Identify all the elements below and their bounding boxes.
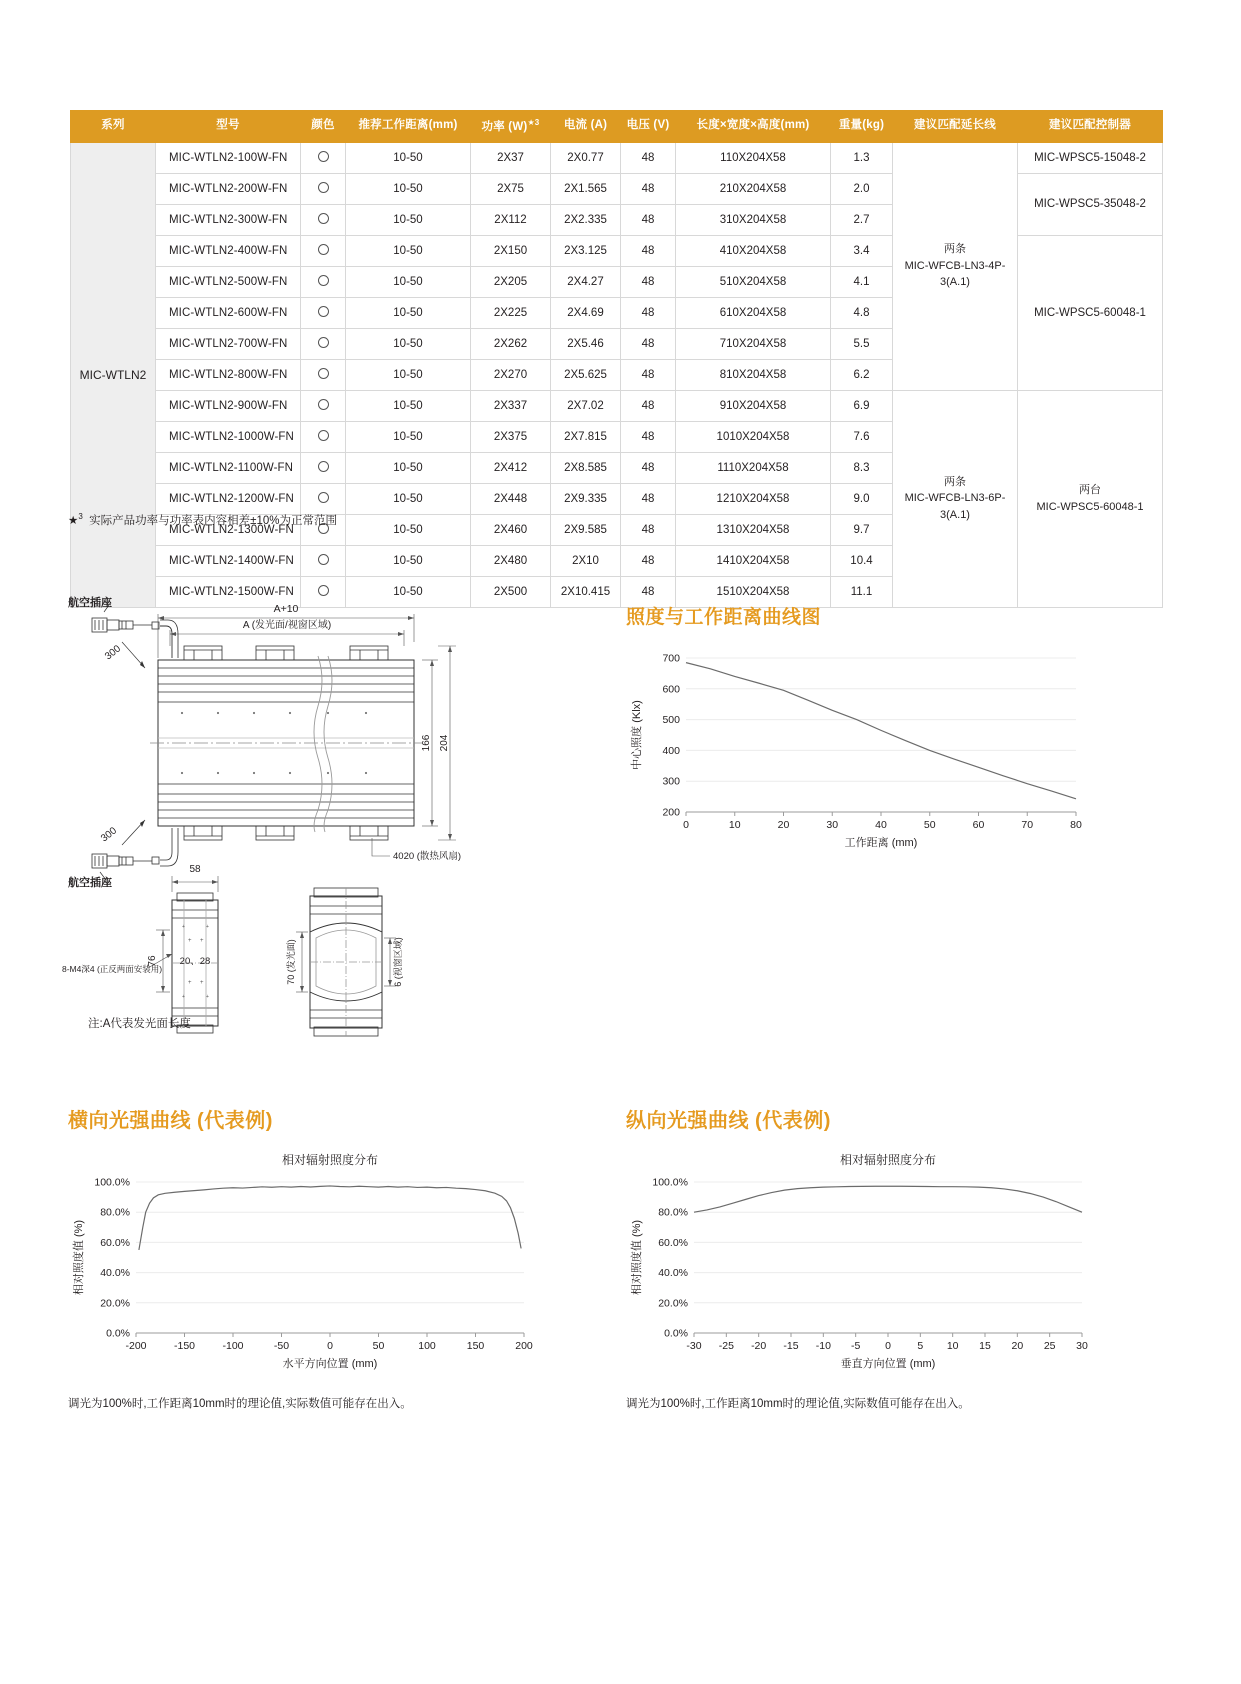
cell-dimensions: 410X204X58 (676, 235, 831, 266)
cell-dimensions: 1410X204X58 (676, 545, 831, 576)
controller-model: MIC-WPSC5-60048-1 (1036, 500, 1144, 513)
circle-outline-icon (318, 461, 329, 472)
cell-dimensions: 310X204X58 (676, 204, 831, 235)
col-header-series: 系列 (71, 111, 156, 143)
table-footnote (68, 512, 337, 528)
cell-power: 2X270 (471, 359, 551, 390)
cell-weight: 7.6 (831, 421, 893, 452)
svg-text:0.0%: 0.0% (664, 1327, 688, 1340)
circle-outline-icon (318, 337, 329, 348)
spec-table-body (71, 142, 1163, 607)
svg-text:-10: -10 (815, 1340, 831, 1352)
cell-distance: 10-50 (346, 390, 471, 421)
cell-power: 2X75 (471, 173, 551, 204)
svg-text:0.0%: 0.0% (106, 1327, 130, 1340)
cell-power: 2X375 (471, 421, 551, 452)
svg-text:+: + (188, 938, 192, 944)
cell-model: MIC-WTLN2-500W-FN (156, 266, 301, 297)
cell-distance: 10-50 (346, 483, 471, 514)
svg-text:相对辐射照度分布: 相对辐射照度分布 (839, 1153, 937, 1167)
svg-text:5: 5 (917, 1340, 924, 1352)
col-header-power (471, 111, 551, 143)
cell-dimensions: 810X204X58 (676, 359, 831, 390)
cell-extension-cable-group-1 (893, 142, 1018, 390)
cell-dimensions: 610X204X58 (676, 297, 831, 328)
svg-text:0: 0 (885, 1340, 891, 1352)
svg-text:中心照度 (Klx): 中心照度 (Klx) (631, 700, 643, 770)
circle-outline-icon (318, 244, 329, 255)
svg-text:100.0%: 100.0% (652, 1176, 688, 1189)
label-aviation-connector-bottom: 航空插座 (68, 877, 112, 889)
svg-text:50: 50 (372, 1340, 385, 1352)
label-aviation-connector-top: 航空插座 (68, 597, 112, 609)
circle-outline-icon (318, 275, 329, 286)
circle-outline-icon (318, 306, 329, 317)
cell-color (301, 359, 346, 390)
svg-text:+: + (182, 994, 185, 1000)
vertical-section-title: 纵向光强曲线 (代表例) (626, 1110, 831, 1132)
svg-text:+: + (200, 980, 204, 986)
svg-text:400: 400 (662, 744, 680, 757)
cell-series: MIC-WTLN2 (71, 142, 156, 607)
cell-dimensions: 1310X204X58 (676, 514, 831, 545)
cell-model: MIC-WTLN2-700W-FN (156, 328, 301, 359)
cell-dimensions: 1510X204X58 (676, 576, 831, 607)
cell-voltage: 48 (621, 142, 676, 173)
cell-color (301, 545, 346, 576)
dim-overall-length: A+10 (273, 603, 299, 615)
spec-table-header-row (71, 111, 1163, 143)
circle-outline-icon (318, 182, 329, 193)
dim-300-bottom: 300 (99, 825, 119, 845)
svg-text:-200: -200 (125, 1340, 147, 1352)
cell-voltage: 48 (621, 483, 676, 514)
cell-color (301, 266, 346, 297)
cell-distance: 10-50 (346, 514, 471, 545)
extension-cable-model: MIC-WFCB-LN3-6P-3(A.1) (904, 492, 1006, 521)
col-header-power-sup: ★3 (527, 118, 540, 127)
svg-text:工作距离 (mm): 工作距离 (mm) (844, 837, 918, 849)
cell-color (301, 173, 346, 204)
cell-power: 2X460 (471, 514, 551, 545)
cell-distance: 10-50 (346, 421, 471, 452)
horizontal-chart-note: 调光为100%时,工作距离10mm时的理论值,实际数值可能存在出入。 (68, 1398, 412, 1410)
cell-model: MIC-WTLN2-400W-FN (156, 235, 301, 266)
circle-outline-icon (318, 151, 329, 162)
cell-model: MIC-WTLN2-1100W-FN (156, 452, 301, 483)
cell-weight: 4.8 (831, 297, 893, 328)
cell-current: 2X4.27 (551, 266, 621, 297)
cell-controller-2: MIC-WPSC5-35048-2 (1018, 173, 1163, 235)
cell-model: MIC-WTLN2-1300W-FN (156, 514, 301, 545)
cell-model: MIC-WTLN2-1500W-FN (156, 576, 301, 607)
cell-color (301, 328, 346, 359)
svg-text:30: 30 (826, 819, 839, 831)
cell-voltage: 48 (621, 545, 676, 576)
svg-text:40.0%: 40.0% (100, 1267, 130, 1280)
cell-current: 2X7.02 (551, 390, 621, 421)
spec-table (70, 110, 1163, 608)
svg-text:-100: -100 (222, 1340, 244, 1352)
cell-color (301, 142, 346, 173)
cell-voltage: 48 (621, 452, 676, 483)
svg-text:80.0%: 80.0% (100, 1206, 130, 1219)
svg-text:200: 200 (515, 1340, 533, 1352)
cell-voltage: 48 (621, 297, 676, 328)
page-edge-mark (0, 96, 10, 184)
cell-model: MIC-WTLN2-1400W-FN (156, 545, 301, 576)
svg-text:-20: -20 (751, 1340, 767, 1352)
cell-weight: 3.4 (831, 235, 893, 266)
svg-text:0: 0 (683, 819, 689, 831)
col-header-model: 型号 (156, 111, 301, 143)
svg-text:200: 200 (662, 806, 680, 819)
cell-dimensions: 110X204X58 (676, 142, 831, 173)
side-view (148, 876, 218, 1033)
cell-dimensions: 510X204X58 (676, 266, 831, 297)
svg-text:100.0%: 100.0% (94, 1176, 130, 1189)
cell-color (301, 452, 346, 483)
col-header-current: 电流 (A) (551, 111, 621, 143)
col-header-color: 颜色 (301, 111, 346, 143)
cell-weight: 4.1 (831, 266, 893, 297)
label-mounting-holes: 8-M4深4 (正反两面安装用) (62, 964, 163, 974)
dim-300-top: 300 (103, 643, 123, 663)
circle-outline-icon (318, 368, 329, 379)
svg-text:-15: -15 (783, 1340, 799, 1352)
cell-distance: 10-50 (346, 297, 471, 328)
svg-text:20: 20 (1011, 1340, 1024, 1352)
footnote-text: 实际产品功率与功率表内容相差±10%为正常范围 (89, 515, 337, 527)
svg-text:-150: -150 (173, 1340, 196, 1352)
cell-current: 2X10 (551, 545, 621, 576)
cell-distance: 10-50 (346, 452, 471, 483)
svg-text:15: 15 (979, 1340, 991, 1352)
svg-text:-30: -30 (686, 1340, 702, 1352)
dim-204: 204 (439, 734, 450, 752)
extension-cable-qty: 两条 (944, 475, 966, 488)
cell-dimensions: 910X204X58 (676, 390, 831, 421)
cell-power: 2X412 (471, 452, 551, 483)
col-header-controller: 建议匹配控制器 (1018, 111, 1163, 143)
col-header-dimensions: 长度×宽度×高度(mm) (676, 111, 831, 143)
cell-current: 2X10.415 (551, 576, 621, 607)
svg-text:20: 20 (777, 819, 790, 831)
cell-distance: 10-50 (346, 545, 471, 576)
cell-dimensions: 710X204X58 (676, 328, 831, 359)
cell-current: 2X5.46 (551, 328, 621, 359)
footnote-superscript: 3 (78, 512, 83, 522)
svg-text:0: 0 (327, 1340, 333, 1352)
cell-voltage: 48 (621, 576, 676, 607)
cell-model: MIC-WTLN2-200W-FN (156, 173, 301, 204)
cell-distance: 10-50 (346, 266, 471, 297)
circle-outline-icon (318, 399, 329, 410)
cell-power: 2X112 (471, 204, 551, 235)
cell-distance: 10-50 (346, 173, 471, 204)
col-header-distance: 推荐工作距离(mm) (346, 111, 471, 143)
cell-voltage: 48 (621, 421, 676, 452)
cell-dimensions: 1010X204X58 (676, 421, 831, 452)
cell-extension-cable-group-2 (893, 390, 1018, 607)
cell-model: MIC-WTLN2-600W-FN (156, 297, 301, 328)
top-aviation-connector (92, 618, 159, 632)
cell-weight: 6.2 (831, 359, 893, 390)
spec-table-container (70, 110, 1146, 608)
dim-70-emitting: 70 (发光面) (286, 939, 296, 985)
svg-text:500: 500 (662, 714, 680, 727)
svg-text:60.0%: 60.0% (100, 1236, 130, 1249)
cell-current: 2X7.815 (551, 421, 621, 452)
col-header-voltage: 电压 (V) (621, 111, 676, 143)
svg-text:60: 60 (972, 819, 985, 831)
vertical-intensity-chart (622, 1140, 1092, 1385)
cell-distance: 10-50 (346, 204, 471, 235)
cell-power: 2X448 (471, 483, 551, 514)
cell-color (301, 483, 346, 514)
cell-weight: 6.9 (831, 390, 893, 421)
cell-power: 2X480 (471, 545, 551, 576)
circle-outline-icon (318, 554, 329, 565)
cell-power: 2X37 (471, 142, 551, 173)
top-fan-blocks (184, 646, 388, 660)
cell-current: 2X9.585 (551, 514, 621, 545)
svg-text:相对照度值 (%): 相对照度值 (%) (631, 1219, 643, 1296)
svg-text:20.0%: 20.0% (658, 1297, 688, 1310)
cell-model: MIC-WTLN2-300W-FN (156, 204, 301, 235)
svg-text:25: 25 (1043, 1340, 1056, 1352)
cell-color (301, 204, 346, 235)
svg-text:20.0%: 20.0% (100, 1297, 130, 1310)
cell-power: 2X262 (471, 328, 551, 359)
cell-current: 2X4.69 (551, 297, 621, 328)
cell-power: 2X150 (471, 235, 551, 266)
end-view (296, 888, 396, 1036)
cell-power: 2X205 (471, 266, 551, 297)
svg-text:50: 50 (923, 819, 936, 831)
cell-weight: 11.1 (831, 576, 893, 607)
cell-color (301, 235, 346, 266)
cell-model: MIC-WTLN2-1000W-FN (156, 421, 301, 452)
cell-power: 2X225 (471, 297, 551, 328)
svg-text:-25: -25 (718, 1340, 734, 1352)
drawing-note: 注:A代表发光面长度 (88, 1018, 191, 1030)
cell-color (301, 421, 346, 452)
col-header-weight: 重量(kg) (831, 111, 893, 143)
bottom-fan-blocks (184, 826, 388, 840)
svg-text:水平方向位置 (mm): 水平方向位置 (mm) (282, 1358, 378, 1370)
cell-weight: 2.0 (831, 173, 893, 204)
circle-outline-icon (318, 430, 329, 441)
dim-166: 166 (421, 734, 432, 752)
cell-weight: 10.4 (831, 545, 893, 576)
horizontal-section-title: 横向光强曲线 (代表例) (68, 1110, 273, 1132)
cell-current: 2X3.125 (551, 235, 621, 266)
svg-text:700: 700 (662, 652, 680, 665)
circle-outline-icon (318, 213, 329, 224)
mechanical-drawing (60, 580, 590, 1040)
cell-dimensions: 210X204X58 (676, 173, 831, 204)
cell-voltage: 48 (621, 359, 676, 390)
horizontal-intensity-chart (64, 1140, 534, 1385)
cell-power: 2X500 (471, 576, 551, 607)
cell-weight: 1.3 (831, 142, 893, 173)
svg-text:10: 10 (728, 819, 741, 831)
svg-text:300: 300 (662, 775, 680, 788)
cell-voltage: 48 (621, 173, 676, 204)
cell-voltage: 48 (621, 390, 676, 421)
cell-color (301, 390, 346, 421)
extension-cable-qty: 两条 (944, 243, 966, 256)
circle-outline-icon (318, 492, 329, 503)
cell-color (301, 297, 346, 328)
svg-text:-5: -5 (850, 1340, 861, 1352)
cell-distance: 10-50 (346, 142, 471, 173)
svg-text:+: + (200, 938, 204, 944)
cell-current: 2X0.77 (551, 142, 621, 173)
cell-dimensions: 1110X204X58 (676, 452, 831, 483)
cell-controller-3: MIC-WPSC5-60048-1 (1018, 235, 1163, 390)
dim-emitting-area: A (发光面/视窗区域) (242, 620, 332, 631)
cell-weight: 9.7 (831, 514, 893, 545)
cell-power: 2X337 (471, 390, 551, 421)
dim-6-window: 6 (视窗区域) (393, 937, 403, 987)
svg-text:垂直方向位置 (mm): 垂直方向位置 (mm) (840, 1358, 936, 1370)
svg-text:40.0%: 40.0% (658, 1267, 688, 1280)
dim-58: 58 (189, 864, 201, 875)
svg-text:-50: -50 (273, 1340, 290, 1352)
illuminance-chart (624, 640, 1084, 860)
cell-model: MIC-WTLN2-100W-FN (156, 142, 301, 173)
extension-cable-model: MIC-WFCB-LN3-4P-3(A.1) (904, 259, 1006, 289)
label-cooling-fan: 4020 (散热风扇) (393, 851, 462, 862)
cell-weight: 9.0 (831, 483, 893, 514)
cell-distance: 10-50 (346, 235, 471, 266)
svg-text:100: 100 (418, 1340, 436, 1352)
cell-voltage: 48 (621, 514, 676, 545)
cell-voltage: 48 (621, 266, 676, 297)
svg-text:80: 80 (1070, 819, 1082, 831)
cell-dimensions: 1210X204X58 (676, 483, 831, 514)
cell-model: MIC-WTLN2-800W-FN (156, 359, 301, 390)
svg-text:600: 600 (662, 683, 680, 696)
dim-76: 76 (147, 955, 158, 967)
vertical-chart-note: 调光为100%时,工作距离10mm时的理论值,实际数值可能存在出入。 (626, 1398, 970, 1410)
table-row (71, 390, 1163, 421)
cell-distance: 10-50 (346, 359, 471, 390)
cell-current: 2X1.565 (551, 173, 621, 204)
cell-current: 2X8.585 (551, 452, 621, 483)
cell-distance: 10-50 (346, 328, 471, 359)
table-row (71, 142, 1163, 173)
illuminance-section-title: 照度与工作距离曲线图 (626, 607, 822, 628)
svg-text:+: + (206, 994, 209, 1000)
cell-model: MIC-WTLN2-1200W-FN (156, 483, 301, 514)
cell-voltage: 48 (621, 204, 676, 235)
cell-voltage: 48 (621, 235, 676, 266)
cell-model: MIC-WTLN2-900W-FN (156, 390, 301, 421)
svg-text:70: 70 (1021, 819, 1034, 831)
svg-text:40: 40 (875, 819, 887, 831)
cell-weight: 2.7 (831, 204, 893, 235)
svg-text:10: 10 (946, 1340, 959, 1352)
controller-qty: 两台 (1079, 484, 1101, 497)
svg-text:80.0%: 80.0% (658, 1206, 688, 1219)
svg-text:+: + (182, 924, 185, 930)
cell-current: 2X2.335 (551, 204, 621, 235)
cell-voltage: 48 (621, 328, 676, 359)
cell-weight: 8.3 (831, 452, 893, 483)
cell-current: 2X5.625 (551, 359, 621, 390)
cell-distance: 10-50 (346, 576, 471, 607)
col-header-power-text: 功率 (W) (481, 120, 528, 133)
col-header-extension-cable: 建议匹配延长线 (893, 111, 1018, 143)
svg-text:相对辐射照度分布: 相对辐射照度分布 (281, 1153, 379, 1167)
cell-controller-1: MIC-WPSC5-15048-2 (1018, 142, 1163, 173)
svg-text:150: 150 (466, 1340, 485, 1352)
dim-20-28: 20、28 (179, 956, 211, 967)
svg-text:+: + (188, 980, 192, 986)
svg-text:相对照度值 (%): 相对照度值 (%) (73, 1219, 85, 1296)
svg-text:60.0%: 60.0% (658, 1236, 688, 1249)
cell-current: 2X9.335 (551, 483, 621, 514)
svg-text:30: 30 (1076, 1340, 1088, 1352)
cell-controller-4 (1018, 390, 1163, 607)
cell-weight: 5.5 (831, 328, 893, 359)
svg-text:+: + (206, 924, 209, 930)
footnote-star-icon: ★ (68, 515, 79, 527)
bottom-aviation-connector (92, 820, 178, 880)
